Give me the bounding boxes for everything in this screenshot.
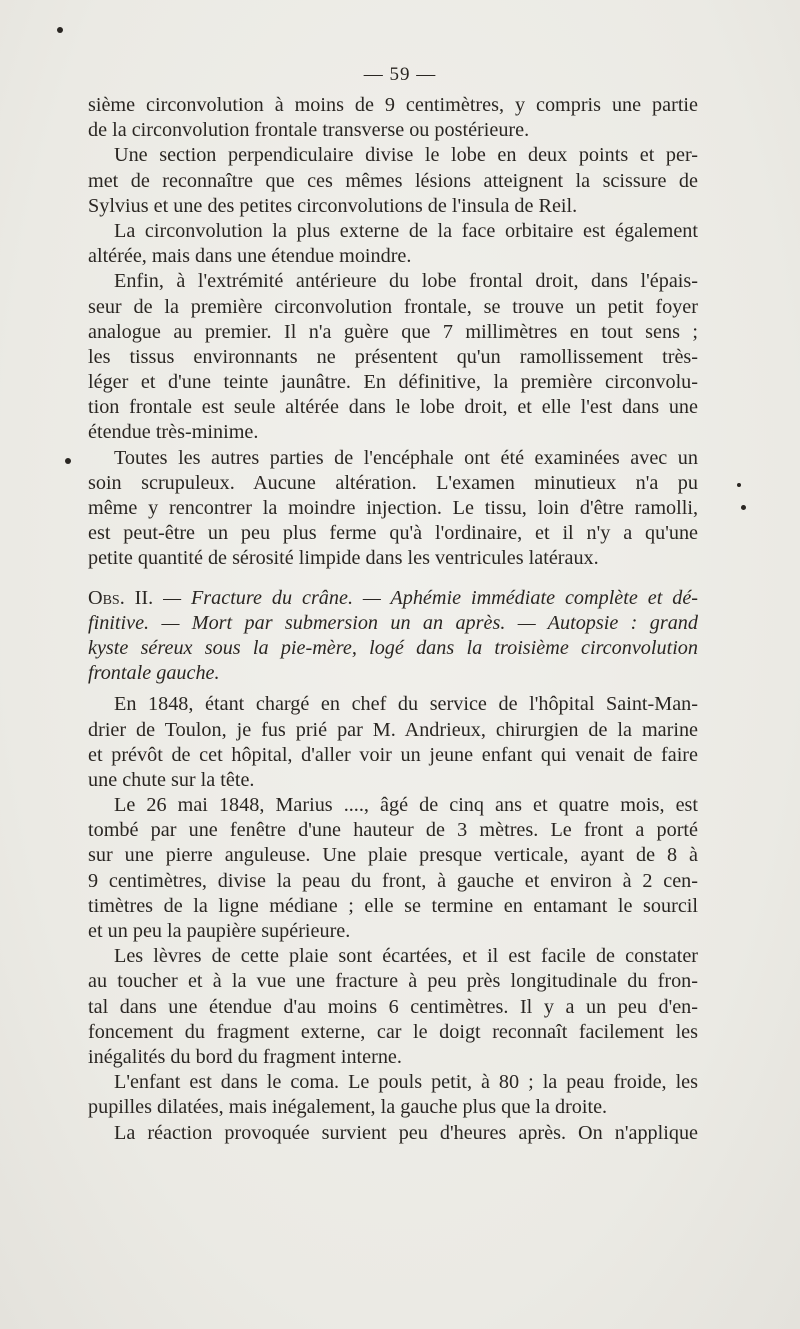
observation-heading-line: frontale gauche. [88,662,220,685]
text-line: Sylvius et une des petites circonvolutions de l'insula de Reil. [88,194,578,217]
paragraph [88,1070,698,1120]
paragraph [88,93,698,143]
paragraph [88,219,698,269]
text-line: En 1848, étant chargé en chef du service de l'hôpital Saint-Man- [114,693,698,716]
text-line: Les lèvres de cette plaie sont écartées, et il est facile de constater [114,945,698,968]
text-line: analogue au premier. Il n'a guère que 7 millimètres en tout sens ; [88,320,698,343]
paragraph [88,1121,698,1146]
text-line: les tissus environnants ne présentent qu'un ramollissement très- [88,345,698,368]
observation-label: Obs. II. [88,586,154,609]
text-line: et un peu la paupière supérieure. [88,920,351,942]
paragraph [88,446,698,572]
text-line: drier de Toulon, je fus prié par M. Andrieux, chirurgien de la marine [88,718,698,741]
text-line: Une section perpendiculaire divise le lobe en deux points et per- [114,144,698,167]
ink-speck [57,27,63,33]
ink-speck [65,458,71,464]
text-line: L'enfant est dans le coma. Le pouls petit, à 80 ; la peau froide, les [114,1071,698,1094]
text-line: foncement du fragment externe, car le doigt reconnaît facilement les [88,1020,698,1043]
ink-speck [741,505,746,510]
text-line: sur une pierre anguleuse. Une plaie presque verticale, ayant de 8 à [88,844,698,867]
text-line: seur de la première circonvolution frontale, se trouve un petit foyer [88,295,698,318]
ink-speck [737,483,741,487]
text-line: étendue très-minime. [88,421,259,444]
text-line: sième circonvolution à moins de 9 centimètres, y compris une partie [88,94,698,116]
observation-heading-line: kyste séreux sous la pie-mère, logé dans la troisième circonvolution [88,636,698,659]
paragraph [88,793,698,944]
text-line: soin scrupuleux. Aucune altération. L'examen minutieux n'a pu [88,471,698,494]
observation-heading [88,586,698,687]
text-line: au toucher et à la vue une fracture à peu près longitudinale du fron- [88,970,698,993]
text-line: de la circonvolution frontale transverse ou postérieure. [88,119,530,142]
text-line: tion frontale est seule altérée dans le lobe droit, et elle l'est dans une [88,396,698,419]
paragraph [88,269,698,445]
text-line: Enfin, à l'extrémité antérieure du lobe frontal droit, dans l'épais- [114,270,698,293]
text-line: Toutes les autres parties de l'encéphale ont été examinées avec un [114,446,698,469]
text-line: altérée, mais dans une étendue moindre. [88,245,412,268]
observation-title: — Fracture du crâne. — Aphémie immédiate complète et dé- [153,586,698,609]
text-line: inégalités du bord du fragment interne. [88,1045,402,1068]
text-line: tal dans une étendue d'au moins 6 centimètres. Il y a un peu d'en- [88,995,698,1018]
page-number: — 59 — [363,64,437,85]
text-line: et prévôt de cet hôpital, d'aller voir un jeune enfant qui venait de faire [88,743,698,766]
page-body [88,93,698,1146]
text-line: met de reconnaître que ces mêmes lésions atteignent la scissure de [88,169,698,192]
text-line: est peut-être un peu plus ferme qu'à l'ordinaire, et il n'y a qu'une [88,522,698,545]
text-line: timètres de la ligne médiane ; elle se termine en entamant le sourcil [88,894,698,917]
text-line: La circonvolution la plus externe de la face orbitaire est également [114,219,698,242]
text-line: léger et d'une teinte jaunâtre. En définitive, la première circonvolu- [88,371,698,394]
text-line: 9 centimètres, divise la peau du front, à gauche et environ à 2 cen- [88,869,698,892]
text-line: petite quantité de sérosité limpide dans les ventricules latéraux. [88,547,599,570]
section-gap [88,572,698,586]
text-line: tombé par une fenêtre d'une hauteur de 3 mètres. Le front a porté [88,819,698,842]
text-line: Le 26 mai 1848, Marius ...., âgé de cinq ans et quatre mois, est [114,794,698,817]
text-line: La réaction provoquée survient peu d'heures après. On n'applique [114,1121,698,1144]
paragraph [88,143,698,219]
text-line: même y rencontrer la moindre injection. Le tissu, loin d'être ramolli, [88,497,698,519]
text-line: pupilles dilatées, mais inégalement, la gauche plus que la droite. [88,1096,608,1119]
observation-heading-line: finitive. — Mort par submersion un an après. — Autopsie : grand [88,611,698,634]
text-line: une chute sur la tête. [88,768,255,791]
paragraph [88,692,698,793]
paragraph [88,944,698,1070]
observation-heading-line [88,586,698,611]
